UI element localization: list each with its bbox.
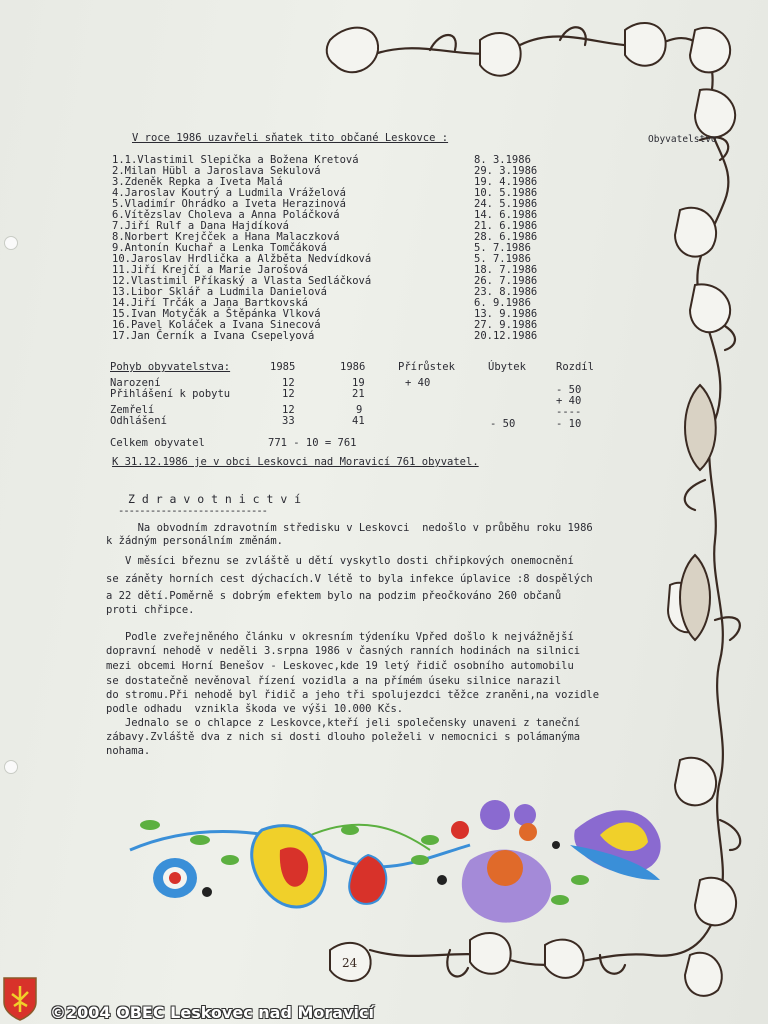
marriage-name: 6.Vítězslav Choleva a Anna Poláčková: [112, 209, 340, 221]
population-row-1986: 21: [352, 388, 365, 400]
health-line: Na obvodním zdravotním středisku v Leskovci nedošlo v průběhu roku 1986: [106, 522, 593, 534]
population-row-1986: 41: [352, 415, 365, 427]
marriage-date: 18. 7.1986: [474, 264, 538, 276]
marriage-date: 5. 7.1986: [474, 253, 531, 265]
marriage-name: 10.Jaroslav Hrdlička a Alžběta Nedvídková: [112, 253, 372, 265]
marriage-name: 17.Jan Černík a Ivana Csepelyová: [112, 330, 315, 342]
health-line: nohama.: [106, 745, 151, 757]
marriage-name: 5.Vladimír Ohrádko a Iveta Herazinová: [112, 198, 346, 210]
health-line: Jednalo se o chlapce z Leskovce,kteří jeli společensky unaveni z taneční: [106, 717, 581, 729]
marriage-date: 23. 8.1986: [474, 286, 538, 298]
population-row-1986: 19: [352, 377, 365, 389]
population-row-loss: - 50: [490, 418, 516, 430]
health-title: Z d r a v o t n i c t v í: [128, 492, 302, 506]
municipal-crest-icon: [2, 976, 38, 1022]
population-row-diff: + 40: [556, 395, 582, 407]
health-title-underline: ----------------------------: [118, 505, 268, 517]
marriage-name: 15.Ivan Motyčák a Štěpánka Vlková: [112, 308, 321, 320]
population-row-diff: - 50: [556, 384, 582, 396]
population-row-1985: 12: [282, 377, 295, 389]
health-line: zábavy.Zvláště dva z nich si dosti dlouho poleželi v nemocnici s polámanýma: [106, 731, 581, 743]
population-total-label: Celkem obyvatel: [110, 437, 205, 449]
population-total-value: 771 - 10 = 761: [268, 437, 357, 449]
marriage-name: 13.Libor Sklář a Ludmila Danielová: [112, 286, 327, 298]
marriages-heading: V roce 1986 uzavřeli sňatek tito občané Leskovce :: [132, 132, 449, 144]
marriage-date: 5. 7.1986: [474, 242, 531, 254]
population-row-1986: 9: [356, 404, 363, 416]
population-row-1985: 12: [282, 404, 295, 416]
marriage-name: 2.Milan Hübl a Jaroslava Sekulová: [112, 165, 321, 177]
marriage-date: 29. 3.1986: [474, 165, 538, 177]
page-number: 24: [342, 956, 358, 970]
marriage-date: 13. 9.1986: [474, 308, 538, 320]
health-line: do stromu.Při nehodě byl řidič a jeho tři spolujezdci těžce zraněni,na vozidle: [106, 689, 600, 701]
population-header-1985: 1985: [270, 361, 296, 373]
copyright-footer: ©2004 OBEC Leskovec nad Moravicí: [50, 1003, 374, 1022]
marriage-date: 24. 5.1986: [474, 198, 538, 210]
marriage-date: 19. 4.1986: [474, 176, 538, 188]
health-line: se dostatečně nevěnoval řízení vozidla a na přímém úseku silnice narazil: [106, 675, 562, 687]
population-header-diff: Rozdíl: [556, 361, 594, 373]
marriage-date: 27. 9.1986: [474, 319, 538, 331]
population-header-label: Pohyb obyvatelstva:: [110, 361, 231, 373]
marriage-name: 12.Vlastimil Příkaský a Vlasta Sedláčková: [112, 275, 372, 287]
marriage-name: 16.Pavel Koláček a Ivana Sinecová: [112, 319, 321, 331]
marriage-name: 9.Antonín Kuchař a Lenka Tomčáková: [112, 242, 327, 254]
health-line: k žádným personálním změnám.: [106, 535, 284, 547]
marriage-name: 4.Jaroslav Koutrý a Ludmila Vráželová: [112, 187, 346, 199]
marriage-name: 8.Norbert Krejčček a Hana Malaczková: [112, 231, 340, 243]
health-line: podle odhadu vznikla škoda ve výši 10.000 Kčs.: [106, 703, 404, 715]
marriage-name: 1.1.Vlastimil Slepička a Božena Kretová: [112, 154, 359, 166]
population-row-1985: 12: [282, 388, 295, 400]
marriage-name: 7.Jiří Rulf a Dana Hajdíková: [112, 220, 290, 232]
marriage-date: 20.12.1986: [474, 330, 538, 342]
population-row-1985: 33: [282, 415, 295, 427]
population-row-label: Přihlášení k pobytu: [110, 388, 231, 400]
population-header-loss: Úbytek: [488, 361, 526, 373]
population-row-gain: + 40: [405, 377, 431, 389]
health-line: V měsíci březnu se zvláště u dětí vyskytlo dosti chřipkových onemocnění: [106, 555, 574, 567]
population-row-diff: ----: [556, 406, 582, 418]
marriage-date: 6. 9.1986: [474, 297, 531, 309]
marriage-name: 3.Zdeněk Repka a Iveta Malá: [112, 176, 283, 188]
marriage-date: 21. 6.1986: [474, 220, 538, 232]
health-line: proti chřipce.: [106, 604, 195, 616]
marriage-date: 28. 6.1986: [474, 231, 538, 243]
health-line: Podle zveřejněného článku v okresním týdeníku Vpřed došlo k nejvážnější: [106, 631, 574, 643]
health-line: dopravní nehodě v neděli 3.srpna 1986 v časných ranních hodinách na silnici: [106, 645, 581, 657]
marriage-date: 10. 5.1986: [474, 187, 538, 199]
corner-note: Obyvatelstvo: [648, 134, 717, 145]
marriage-name: 11.Jiří Krejčí a Marie Jarošová: [112, 264, 308, 276]
marriage-name: 14.Jiří Trčák a Jana Bartkovská: [112, 297, 308, 309]
population-header-1986: 1986: [340, 361, 366, 373]
population-header-gain: Přírůstek: [398, 361, 455, 373]
population-row-label: Odhlášení: [110, 415, 167, 427]
marriage-date: 26. 7.1986: [474, 275, 538, 287]
marriage-date: 8. 3.1986: [474, 154, 531, 166]
health-line: se záněty horních cest dýchacích.V létě to byla infekce úplavice :8 dospělých: [106, 573, 593, 585]
marriage-date: 14. 6.1986: [474, 209, 538, 221]
population-summary: K 31.12.1986 je v obci Leskovci nad Moravicí 761 obyvatel.: [112, 456, 479, 468]
health-line: a 22 dětí.Poměrně s dobrým efektem bylo na podzim přeočkováno 260 občanů: [106, 590, 562, 602]
population-row-diff: - 10: [556, 418, 582, 430]
population-row-label: Narození: [110, 377, 161, 389]
health-line: mezi obcemi Horní Benešov - Leskovec,kde 19 letý řidič osobního automobilu: [106, 660, 574, 672]
population-row-label: Zemřelí: [110, 404, 155, 416]
